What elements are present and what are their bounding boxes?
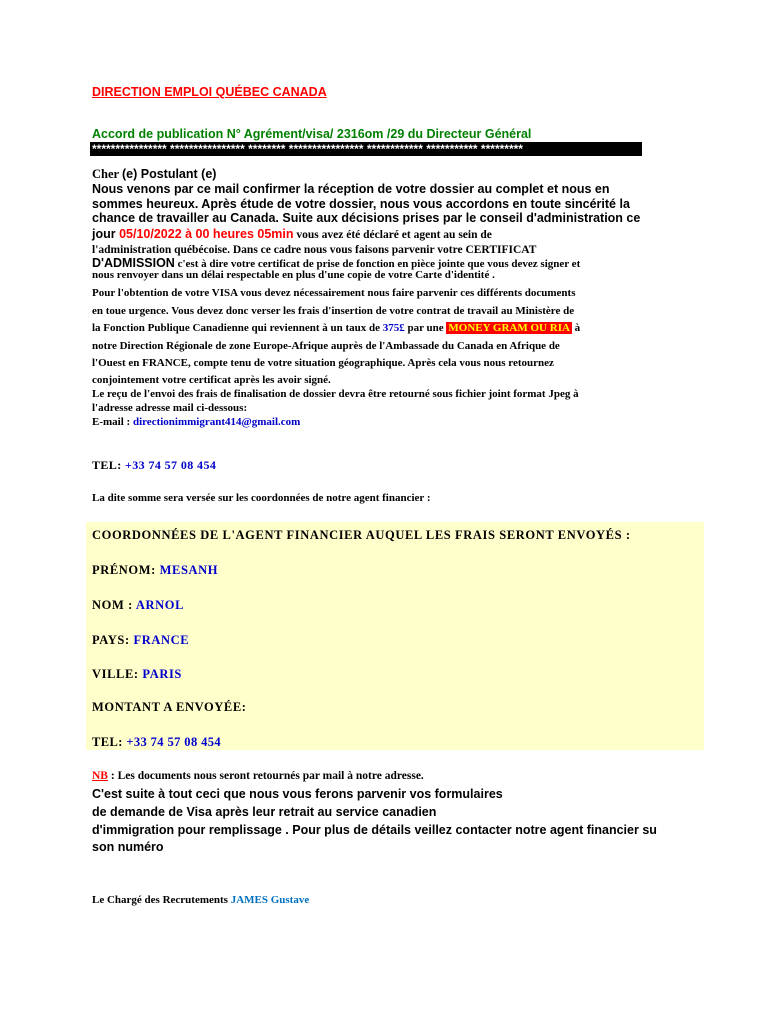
footer-line-1: C'est suite à tout ceci que nous vous ferons parvenir vos formulaires xyxy=(92,787,503,801)
signatory-name: JAMES Gustave xyxy=(230,894,310,906)
footer-line-3: d'immigration pour remplissage . Pour plus de détails veillez contacter notre agent financier su xyxy=(92,823,657,837)
email-link[interactable]: directionimmigrant414@gmail.com xyxy=(132,416,301,428)
paragraph-2-line-1: Pour l'obtention de votre VISA vous devez nécessairement nous faire parvenir ces différents documents xyxy=(92,287,576,299)
paragraph-2-line-5: l'Ouest en FRANCE, compte tenu de votre situation géographique. Après cela vous nous retournez xyxy=(92,357,554,369)
publication-reference: Accord de publication N° Agrément/visa/ 2316om /29 du Directeur Général xyxy=(92,127,532,141)
agent-country: FRANCE xyxy=(133,633,190,647)
payment-method: MONEY GRAM OU RIA xyxy=(448,322,570,334)
agent-panel-heading: COORDONNÉES DE L'AGENT FINANCIER AUQUEL LES FRAIS SERONT ENVOYÉS : xyxy=(92,528,631,542)
paragraph-1-line-7: nous renvoyer dans un délai respectable en plus d'une copie de votre Carte d'identité . xyxy=(92,269,495,281)
agent-telephone: +33 74 57 08 454 xyxy=(126,735,222,749)
agent-last-name: ARNOL xyxy=(135,598,185,612)
paragraph-1-line-4: jour 05/10/2022 à 00 heures 05min vous avez été déclaré et agent au sein de xyxy=(92,227,492,241)
paragraph-1-line-3: chance de travailler au Canada. Suite aux décisions prises par le conseil d'administration ce xyxy=(92,211,641,225)
agent-city-row: VILLE: PARIS xyxy=(92,667,182,681)
paragraph-3-line-2: l'adresse adresse mail ci-dessous: xyxy=(92,402,248,414)
agent-first-name: MESANH xyxy=(159,563,219,577)
paragraph-2-line-4: notre Direction Régionale de zone Europe-Afrique auprès de l'Ambassade du Canada en Afrique de xyxy=(92,340,560,352)
paragraph-1-line-5: l'administration québécoise. Dans ce cadre nous vous faisons parvenir votre CERTIFICAT xyxy=(92,244,537,256)
organization-title: DIRECTION EMPLOI QUÉBEC CANADA xyxy=(92,85,327,99)
footer-line-2: de demande de Visa après leur retrait au service canadien xyxy=(92,805,437,819)
paragraph-1-line-1: Nous venons par ce mail confirmer la réception de votre dossier au complet et nous en xyxy=(92,182,610,196)
agent-first-name-row: PRÉNOM: MESANH xyxy=(92,563,219,577)
paragraph-2-line-3: la Fonction Publique Canadienne qui reviennent à un taux de 375£ par une MONEY GRAM OU RIA à xyxy=(92,322,581,334)
signature: Le Chargé des Recrutements JAMES Gustave xyxy=(92,894,310,906)
agent-telephone-row: TEL: +33 74 57 08 454 xyxy=(92,735,222,749)
footer-line-4: son numéro xyxy=(92,840,164,854)
paragraph-2-line-2: en toue urgence. Vous devez donc verser les frais d'insertion de votre contrat de travail au Ministère de xyxy=(92,305,575,317)
agent-last-name-row: NOM : ARNOL xyxy=(92,598,185,612)
telephone-line: TEL: +33 74 57 08 454 xyxy=(92,458,217,472)
agent-city: PARIS xyxy=(142,667,182,681)
admission-date: 05/10/2022 à 00 heures 05min xyxy=(119,227,294,241)
salutation: Cher (e) Postulant (e) xyxy=(92,167,217,181)
paragraph-1-line-6: D'ADMISSION c'est à dire votre certificat de prise de fonction en pièce jointe que vous devez signer et xyxy=(92,256,581,270)
paragraph-2-line-6: conjointement votre certificat après les avoir signé. xyxy=(92,374,331,386)
payment-intro: La dite somme sera versée sur les coordonnées de notre agent financier : xyxy=(92,492,431,504)
star-separator: **************** **************** ******** **************** ************ *********** ********* xyxy=(90,142,642,156)
agent-amount-row: MONTANT A ENVOYÉE: xyxy=(92,700,247,714)
fee-amount: 375£ xyxy=(382,322,405,334)
paragraph-3-line-1: Le reçu de l'envoi des frais de finalisation de dossier devra être retourné sous fichier joint format Jpeg à xyxy=(92,388,579,400)
telephone-number: +33 74 57 08 454 xyxy=(125,458,217,472)
paragraph-1-line-2: sommes heureux. Après étude de votre dossier, nous vous accordons en toute sincérité la xyxy=(92,197,630,211)
email-line: E-mail : directionimmigrant414@gmail.com xyxy=(92,416,301,428)
agent-country-row: PAYS: FRANCE xyxy=(92,633,190,647)
nb-label: NB xyxy=(92,770,108,782)
nb-note: NB : Les documents nous seront retournés par mail à notre adresse. xyxy=(92,770,424,782)
